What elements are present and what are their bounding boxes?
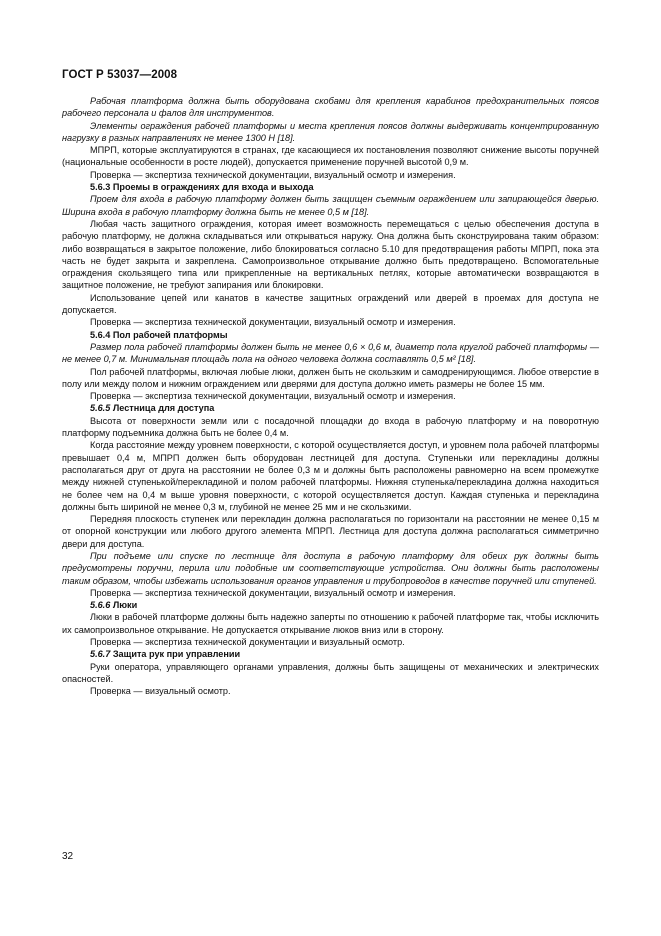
body-paragraph: Использование цепей или канатов в качестве защитных ограждений или дверей в проемах для доступа не допускается.: [62, 292, 599, 316]
body-paragraph: МПРП, которые эксплуатируются в странах, где касающиеся их постановления позволяют снижение высоты поручней (национальные особенности в росте людей), допускается применение поручней высотой 0,9 м.: [62, 145, 599, 168]
page-number: 32: [62, 851, 74, 862]
body-paragraph: Передняя плоскость ступенек или перекладин должна располагаться по горизонтали на расстоянии не менее 0,15 м от опорной конструкции или любого другого элемента МПРП. Лестница для доступа должна располагаться симметрично двери для доступа.: [62, 514, 599, 549]
body-paragraph: Проверка — экспертиза технической документации, визуальный осмотр и измерения.: [90, 169, 456, 180]
requirement-paragraph: Элементы ограждения рабочей платформы и места крепления поясов должны выдерживать концентрированную нагрузку в разных направлениях не менее 1300 Н [18].: [62, 120, 599, 143]
body-paragraph: Проверка — экспертиза технической документации, визуальный осмотр и измерения.: [90, 587, 456, 598]
section-heading: [62, 402, 599, 414]
page-body: [62, 95, 599, 698]
section-number: 5.6.6: [90, 600, 111, 611]
body-paragraph: Любая часть защитного ограждения, которая имеет возможность перемещаться с целью обеспечения доступа в рабочую платформу, не должна складываться или открываться наружу. Она должна быть сконструирована таким образом: либо возвращаться в закрытое положение, либо блокироваться согласно 5.10 для предотвращения работы МПРП, пока эта часть не будет закрыта и закреплена. Самопроизвольное открывание должно быть предотвращено. Вспомогательные ограждения скользящего типа или прикрепленные на вертикальных петлях, которые автоматически возвращаются в защитное положение, не требуют запирания или блокировки.: [62, 218, 599, 291]
section-number: 5.6.5: [90, 403, 111, 414]
section-title: Защита рук при управлении: [112, 649, 241, 660]
document-header: ГОСТ Р 53037—2008: [62, 69, 178, 81]
section-number: 5.6.7: [90, 649, 111, 660]
section-heading: [62, 329, 599, 341]
body-paragraph: Проверка — экспертиза технической документации и визуальный осмотр.: [90, 637, 405, 648]
body-paragraph: Руки оператора, управляющего органами управления, должны быть защищены от механических и электрических опасностей.: [62, 661, 599, 684]
body-paragraph: Проверка — экспертиза технической документации, визуальный осмотр и измерения.: [90, 391, 456, 402]
body-paragraph: Когда расстояние между уровнем поверхности, с которой осуществляется доступ, и уровнем пола рабочей платформы превышает 0,4 м, МПРП должен быть оборудован лестницей для доступа. Ступеньки или перекладины должны располагаться друг от друга на расстоянии не более 0,3 м и должны быть расположены равномерно на всем промежутке между нижней ступенькой/перекладиной и полом рабочей платформы. Нижняя ступенька/перекладина должна находиться не более чем на 0,4 м выше уровня поверхности, с которой осуществляется доступ. Каждая ступенька и перекладина должны быть шириной не менее 0,3 м, глубиной не менее 25 мм и не скользкими.: [62, 440, 599, 512]
section-title: Люки: [112, 600, 138, 611]
section-title: Лестница для доступа: [112, 403, 215, 414]
section-heading: [62, 599, 599, 611]
section-heading: [62, 181, 599, 193]
body-paragraph: Пол рабочей платформы, включая любые люки, должен быть не скользким и самодренирующимся. Любое отверстие в полу или между полом и нижним ограждением или дверями для доступа должно иметь размеры не более 15 мм.: [62, 366, 599, 389]
body-paragraph: Проверка — визуальный осмотр.: [90, 686, 231, 697]
section-number: 5.6.4: [90, 329, 111, 340]
requirement-paragraph: Рабочая платформа должна быть оборудована скобами для крепления карабинов предохранительных поясов рабочего персонала и фалов для инструментов.: [62, 96, 599, 119]
body-paragraph: Люки в рабочей платформе должны быть надежно заперты по отношению к рабочей платформе так, чтобы исключить их самопроизвольное открывание. Не допускается открывание люков вниз или в сторону.: [62, 612, 599, 635]
section-title: Пол рабочей платформы: [112, 329, 228, 340]
section-number: 5.6.3: [90, 182, 111, 193]
body-paragraph: Высота от поверхности земли или с посадочной площадки до входа в рабочую платформу и на поворотную платформу подъемника должна быть не более 0,4 м.: [62, 415, 599, 439]
requirement-paragraph: Размер пола рабочей платформы должен быть не менее 0,6 × 0,6 м, диаметр пола круглой рабочей платформы — не менее 0,7 м. Минимальная площадь пола на одного человека должна составлять 0,5 м² [18].: [62, 341, 599, 365]
body-paragraph: Проверка — экспертиза технической документации, визуальный осмотр и измерения.: [90, 317, 456, 328]
requirement-paragraph: При подъеме или спуске по лестнице для доступа в рабочую платформу для обеих рук должны быть предусмотрены поручни, перила или подобные им соответствующие устройства. Они должны быть расположены таким образом, чтобы избежать использования органов управления и трубопроводов в качестве поручней или ступеней.: [62, 550, 599, 586]
section-title: Проемы в ограждениях для входа и выхода: [112, 182, 314, 193]
requirement-paragraph: Проем для входа в рабочую платформу должен быть защищен съемным ограждением или запирающейся дверью. Ширина входа в рабочую платформу должна быть не менее 0,5 м [18].: [62, 194, 599, 217]
section-heading: [62, 648, 599, 660]
